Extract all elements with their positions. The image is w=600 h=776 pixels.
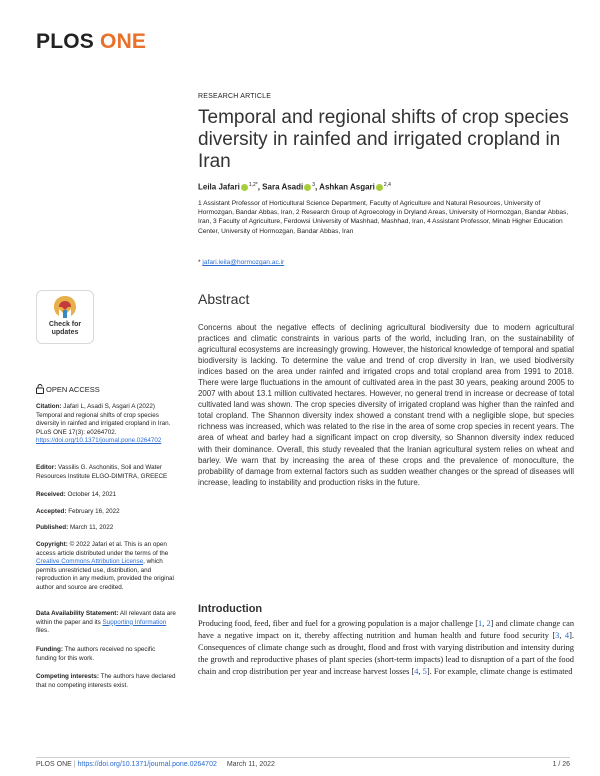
reference-link[interactable]: 5 bbox=[422, 667, 427, 676]
introduction-text bbox=[198, 618, 574, 678]
abstract-heading: Abstract bbox=[198, 291, 250, 307]
received-date: October 14, 2021 bbox=[67, 491, 117, 498]
reference-link[interactable]: 4 bbox=[564, 631, 570, 640]
published-label: Published: bbox=[36, 524, 69, 531]
intro-text: , bbox=[559, 631, 565, 640]
funding-text: The authors received no specific funding for this work. bbox=[36, 646, 156, 662]
author-affiliation-sup: 2,4 bbox=[383, 182, 391, 188]
journal-logo[interactable] bbox=[36, 30, 146, 54]
abstract-text: Concerns about the negative effects of declining agricultural biodiversity due to modern agricultural practices and climatic constraints in various parts of the world, including Iran, on the sustainability of agricultural ecosystems are increasingly growing. However, the historical knowledge of temporal and spatial biodiversity is lacking. To determine the value and trend of crop diversity in Iran, we used biodiversity indices based on the area under rainfed and irrigated crops and total cropland area from 1991 to 2018. There were large fluctuations in the amount of cultivated area in the past 30 years, peaking around 2005 to 2007 with about 13.1 million cultivated hectares. However, no general trend in increase or decrease of total cultivated land was shown. The crop species diversity of irrigated cropland was higher than the rainfed and total cropland. The Shannon diversity index showed a constant trend with a negligible slope, but species richness was increased, which was related to the rise in the area of some crop species in recent years. The area of wheat and barley had a significant impact on crop diversity, so Shannon diversity index reduced with their dominance. Overall, this study revealed that the Iranian agricultural system relies on wheat and barley. We warn that by increasing the area of these crops and the prevalence of monoculture, the probability of damage from external factors such as sudden weather changes or the spread of diseases will increase, leading to instability and production risks in the future. bbox=[198, 323, 574, 487]
funding-block bbox=[36, 646, 176, 663]
competing-interests-text: The authors have declared that no competing interests exist. bbox=[36, 673, 176, 689]
copyright-label: Copyright: bbox=[36, 541, 68, 548]
accepted-date: February 16, 2022 bbox=[68, 508, 120, 515]
check-for-updates-badge[interactable] bbox=[36, 290, 94, 344]
author-affiliation-sup: 3 bbox=[312, 182, 316, 188]
affiliations: 1 Assistant Professor of Horticultural Science Department, Faculty of Agriculture and Natural Resources, University of Hormozgan, Bandar Abbas, Iran, 2 Research Group of Agroecology in Dryland Areas, University of Hormozgan, Bandar Abbas, Iran, 3 Faculty of Agriculture, Ferdowsi University of Mashhad, Mashhad, Iran, 4 Assistant Professor, Minab Higher Education Center, University of Hormozgan, Bandar Abbas, Iran bbox=[198, 200, 569, 235]
intro-text: , bbox=[418, 667, 423, 676]
footer-separator: | bbox=[73, 761, 76, 768]
intro-text: ]. Consequences of climate change such as drought, flood and frost with varying distribution and intensity during the growth and reproductive phases of plant species (short-term impacts) lead to disruption of a part of the food chain and crop distribution per year and increase harvest losses [ bbox=[198, 631, 574, 676]
citation-doi-link[interactable]: https://doi.org/10.1371/journal.pone.0264702 bbox=[36, 437, 162, 445]
intro-text: ] and climate change can have a negative impact on it, thereby affecting nutrition and human health and future food security [ bbox=[198, 619, 575, 640]
intro-text: , bbox=[482, 619, 487, 628]
badge-line-1: Check for bbox=[48, 321, 82, 328]
logo-one: ONE bbox=[100, 30, 147, 53]
copyright-text-a: © 2022 Jafari et al. This is an open access article distributed under the terms of the bbox=[36, 541, 169, 557]
page-footer bbox=[36, 761, 570, 768]
cc-license-link[interactable]: Creative Commons Attribution License bbox=[36, 558, 144, 566]
orcid-icon[interactable] bbox=[304, 184, 311, 191]
reference-link[interactable]: 1 bbox=[478, 619, 483, 628]
check-updates-icon bbox=[53, 295, 77, 321]
supporting-information-link[interactable]: Supporting Information bbox=[102, 618, 167, 626]
reference-link[interactable]: 4 bbox=[414, 667, 419, 676]
data-availability-label: Data Availability Statement: bbox=[36, 610, 119, 617]
citation-label: Citation: bbox=[36, 403, 62, 410]
reference-link[interactable]: 2 bbox=[486, 619, 491, 628]
accepted-block bbox=[36, 508, 176, 517]
published-block bbox=[36, 524, 176, 533]
orcid-icon[interactable] bbox=[376, 184, 383, 191]
author-name[interactable]: Ashkan Asgari bbox=[319, 182, 375, 192]
footer-divider bbox=[36, 757, 570, 758]
accepted-label: Accepted: bbox=[36, 508, 67, 515]
editor-block bbox=[36, 464, 176, 481]
received-block bbox=[36, 491, 176, 500]
published-date: March 11, 2022 bbox=[69, 524, 114, 531]
footer-date: March 11, 2022 bbox=[226, 761, 275, 768]
footer-journal: PLOS ONE bbox=[36, 761, 72, 768]
citation-text: Jafari L, Asadi S, Asgari A (2022) Temporal and regional shifts of crop species diversity in rainfed and irrigated cropland in Iran. PLoS ONE 17(3): e0264702. bbox=[36, 403, 171, 436]
funding-label: Funding: bbox=[36, 646, 63, 653]
intro-text: ]. For example, climate change is estimated bbox=[426, 667, 573, 676]
copyright-text-b: , which permits unrestricted use, distribution, and reproduction in any medium, provided the original author and source are credited. bbox=[36, 558, 174, 591]
logo-plos: PLOS bbox=[36, 30, 94, 53]
author-name[interactable]: Leila Jafari bbox=[198, 182, 240, 192]
data-availability-text-b: files. bbox=[36, 627, 49, 635]
badge-text bbox=[37, 321, 93, 337]
page-number: 1 / 26 bbox=[552, 761, 570, 768]
copyright-block bbox=[36, 541, 176, 593]
article-type: RESEARCH ARTICLE bbox=[198, 93, 272, 100]
author-list: Leila Jafari $^{1,2*}$, Sara Asadi $^3$, Ashkan Asgari $^{2,4}$ bbox=[198, 182, 391, 192]
competing-interests-label: Competing interests: bbox=[36, 673, 99, 680]
intro-text: Producing food, feed, fiber and fuel for a growing population is a major challenge [ bbox=[198, 619, 479, 628]
orcid-icon[interactable] bbox=[241, 184, 248, 191]
email-star: * bbox=[198, 259, 201, 266]
introduction-heading: Introduction bbox=[198, 603, 263, 615]
email-link[interactable]: jafari.leila@hormozgan.ac.ir bbox=[202, 259, 285, 266]
received-label: Received: bbox=[36, 491, 66, 498]
article-title: Temporal and regional shifts of crop species diversity in rainfed and irrigated cropland in Iran bbox=[198, 107, 569, 172]
editor-text: Vassilis G. Aschonitis, Soil and Water Resources Institute ELGO-DIMITRA, GREECE bbox=[36, 464, 168, 480]
editor-label: Editor: bbox=[36, 464, 57, 471]
corresponding-email bbox=[198, 259, 284, 266]
author-name[interactable]: Sara Asadi bbox=[262, 182, 304, 192]
reference-link[interactable]: 3 bbox=[555, 631, 560, 640]
footer-doi-link[interactable]: https://doi.org/10.1371/journal.pone.0264702 bbox=[77, 761, 217, 768]
open-access-text: OPEN ACCESS bbox=[46, 385, 100, 394]
badge-line-2: updates bbox=[51, 329, 79, 336]
open-access-label bbox=[36, 384, 100, 396]
author-affiliation-sup: 1,2* bbox=[248, 182, 258, 188]
data-availability-text-a: All relevant data are within the paper and its bbox=[36, 610, 176, 626]
citation-block bbox=[36, 403, 176, 446]
data-availability-block bbox=[36, 610, 176, 636]
open-lock-icon bbox=[36, 384, 44, 396]
competing-interests-block bbox=[36, 673, 176, 690]
